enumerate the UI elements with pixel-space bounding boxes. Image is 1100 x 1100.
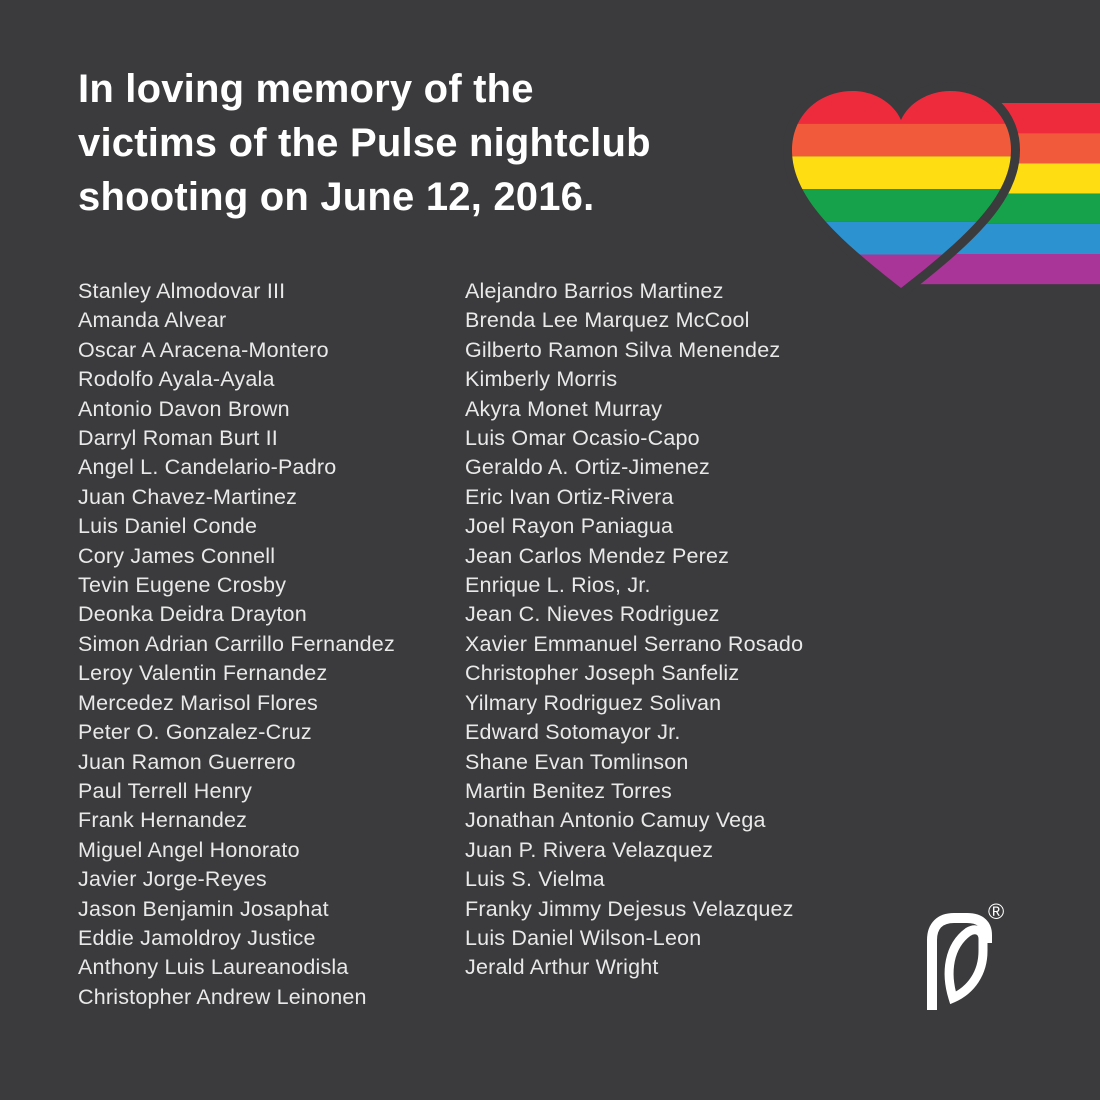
victim-name: Cory James Connell bbox=[78, 543, 276, 568]
victim-name: Javier Jorge-Reyes bbox=[78, 867, 267, 892]
victim-name: Oscar A Aracena-Montero bbox=[78, 337, 329, 362]
title-line-1: In loving memory of the bbox=[78, 67, 534, 111]
victim-name: Leroy Valentin Fernandez bbox=[78, 661, 328, 686]
victim-name: Juan Ramon Guerrero bbox=[78, 749, 296, 774]
heart-stripe bbox=[786, 124, 1016, 157]
victim-name: Juan P. Rivera Velazquez bbox=[465, 837, 714, 862]
victim-name: Anthony Luis Laureanodisla bbox=[78, 955, 349, 980]
pride-heart-graphic bbox=[758, 78, 1100, 300]
victim-name: Peter O. Gonzalez-Cruz bbox=[78, 720, 312, 745]
victim-name: Tevin Eugene Crosby bbox=[78, 573, 287, 598]
heart-stripe bbox=[786, 156, 1016, 189]
victim-name: Christopher Joseph Sanfeliz bbox=[465, 661, 740, 686]
title-line-3: shooting on June 12, 2016. bbox=[78, 175, 595, 219]
victim-names-column-right bbox=[465, 277, 803, 983]
victim-name: Luis S. Vielma bbox=[465, 867, 605, 892]
victim-name: Akyra Monet Murray bbox=[465, 396, 663, 421]
victim-name: Gilberto Ramon Silva Menendez bbox=[465, 337, 781, 362]
victim-name: Eddie Jamoldroy Justice bbox=[78, 925, 316, 950]
victim-name: Simon Adrian Carrillo Fernandez bbox=[78, 631, 395, 656]
victim-name: Frank Hernandez bbox=[78, 808, 248, 833]
victim-name: Enrique L. Rios, Jr. bbox=[465, 573, 651, 598]
victim-name: Alejandro Barrios Martinez bbox=[465, 279, 724, 303]
victim-name: Luis Daniel Wilson-Leon bbox=[465, 925, 702, 950]
victim-name: Rodolfo Ayala-Ayala bbox=[78, 367, 275, 392]
victim-name: Jerald Arthur Wright bbox=[465, 955, 659, 980]
victim-name: Mercedez Marisol Flores bbox=[78, 690, 318, 715]
victim-name: Luis Daniel Conde bbox=[78, 514, 258, 539]
victim-name: Kimberly Morris bbox=[465, 367, 618, 392]
victim-name: Edward Sotomayor Jr. bbox=[465, 720, 681, 745]
victim-name: Paul Terrell Henry bbox=[78, 778, 253, 803]
victim-name: Angel L. Candelario-Padro bbox=[78, 455, 337, 480]
victim-name: Franky Jimmy Dejesus Velazquez bbox=[465, 896, 794, 921]
victim-names-column-left bbox=[78, 277, 395, 1012]
logo-inner-leaf bbox=[949, 930, 983, 998]
victim-name: Jonathan Antonio Camuy Vega bbox=[465, 808, 766, 833]
victim-name: Miguel Angel Honorato bbox=[78, 837, 300, 862]
victim-name: Brenda Lee Marquez McCool bbox=[465, 308, 750, 333]
victim-name: Shane Evan Tomlinson bbox=[465, 749, 689, 774]
memorial-title bbox=[78, 62, 651, 224]
victim-name: Stanley Almodovar III bbox=[78, 279, 286, 303]
registered-trademark-symbol: ® bbox=[988, 899, 1005, 924]
victim-name: Jason Benjamin Josaphat bbox=[78, 896, 329, 921]
victim-name: Jean C. Nieves Rodriguez bbox=[465, 602, 720, 627]
victim-name: Xavier Emmanuel Serrano Rosado bbox=[465, 631, 804, 656]
victim-name: Deonka Deidra Drayton bbox=[78, 602, 307, 627]
victim-name: Christopher Andrew Leinonen bbox=[78, 984, 367, 1009]
victim-name: Eric Ivan Ortiz-Rivera bbox=[465, 484, 674, 509]
title-line-2: victims of the Pulse nightclub bbox=[78, 121, 651, 165]
victim-name: Jean Carlos Mendez Perez bbox=[465, 543, 730, 568]
victim-name: Darryl Roman Burt II bbox=[78, 426, 278, 451]
victim-name: Juan Chavez-Martinez bbox=[78, 484, 298, 509]
victim-name: Amanda Alvear bbox=[78, 308, 227, 333]
victim-name: Antonio Davon Brown bbox=[78, 396, 290, 421]
victim-name: Martin Benitez Torres bbox=[465, 778, 672, 803]
victim-name: Geraldo A. Ortiz-Jimenez bbox=[465, 455, 710, 480]
victim-name: Luis Omar Ocasio-Capo bbox=[465, 426, 700, 451]
victim-name: Joel Rayon Paniagua bbox=[465, 514, 674, 539]
victim-name: Yilmary Rodriguez Solivan bbox=[465, 690, 722, 715]
